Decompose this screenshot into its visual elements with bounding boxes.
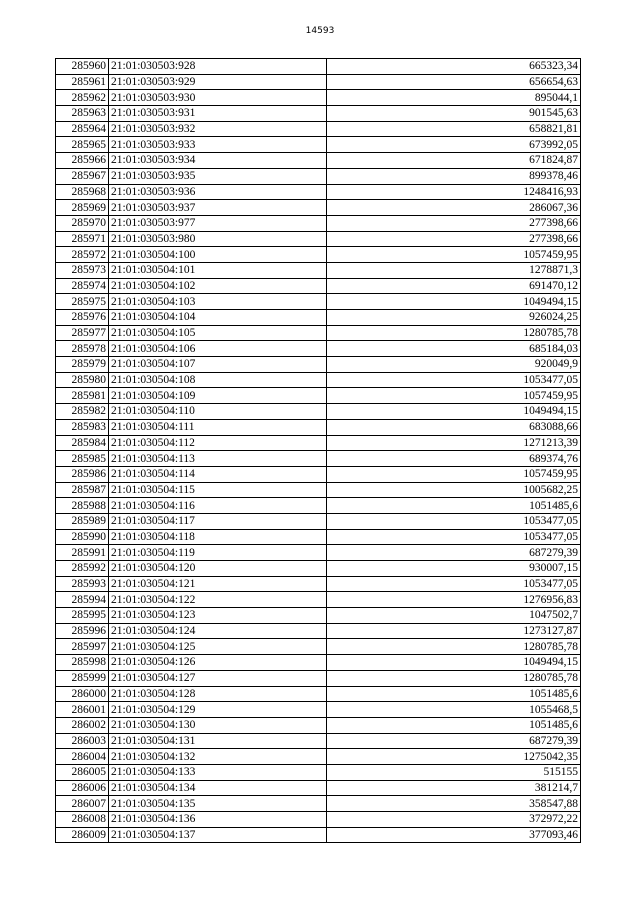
cadastral-number-cell: 21:01:030504:137 xyxy=(109,827,327,843)
cadastral-number-cell: 21:01:030504:104 xyxy=(109,310,327,326)
table-row xyxy=(56,357,581,373)
cadastral-value-cell: 1051485,6 xyxy=(327,498,581,514)
table-row xyxy=(56,717,581,733)
row-number-cell: 285995 xyxy=(56,608,109,624)
row-number-cell: 285990 xyxy=(56,529,109,545)
row-number-cell: 285976 xyxy=(56,310,109,326)
cadastral-value-cell: 671824,87 xyxy=(327,153,581,169)
cadastral-value-cell: 1273127,87 xyxy=(327,623,581,639)
cadastral-number-cell: 21:01:030504:136 xyxy=(109,812,327,828)
table-row xyxy=(56,247,581,263)
row-number-cell: 285984 xyxy=(56,435,109,451)
cadastral-value-cell: 1280785,78 xyxy=(327,670,581,686)
table-row xyxy=(56,341,581,357)
row-number-cell: 286008 xyxy=(56,812,109,828)
table-row xyxy=(56,686,581,702)
cadastral-number-cell: 21:01:030504:129 xyxy=(109,702,327,718)
row-number-cell: 285969 xyxy=(56,200,109,216)
cadastral-number-cell: 21:01:030504:107 xyxy=(109,357,327,373)
cadastral-number-cell: 21:01:030504:111 xyxy=(109,419,327,435)
cadastral-number-cell: 21:01:030504:103 xyxy=(109,294,327,310)
cadastral-number-cell: 21:01:030503:980 xyxy=(109,231,327,247)
row-number-cell: 285980 xyxy=(56,372,109,388)
cadastral-number-cell: 21:01:030504:116 xyxy=(109,498,327,514)
cadastral-number-cell: 21:01:030503:936 xyxy=(109,184,327,200)
table-row xyxy=(56,372,581,388)
cadastral-number-cell: 21:01:030504:133 xyxy=(109,764,327,780)
table-row xyxy=(56,294,581,310)
table-row xyxy=(56,121,581,137)
table-row xyxy=(56,168,581,184)
cadastral-value-cell: 1053477,05 xyxy=(327,576,581,592)
table-row xyxy=(56,561,581,577)
cadastral-number-cell: 21:01:030504:108 xyxy=(109,372,327,388)
cadastral-value-cell: 1280785,78 xyxy=(327,639,581,655)
cadastral-value-cell: 1053477,05 xyxy=(327,529,581,545)
row-number-cell: 285964 xyxy=(56,121,109,137)
row-number-cell: 285983 xyxy=(56,419,109,435)
table-row xyxy=(56,435,581,451)
cadastral-number-cell: 21:01:030504:131 xyxy=(109,733,327,749)
table-row xyxy=(56,262,581,278)
cadastral-number-cell: 21:01:030503:933 xyxy=(109,137,327,153)
cadastral-number-cell: 21:01:030504:121 xyxy=(109,576,327,592)
cadastral-number-cell: 21:01:030503:934 xyxy=(109,153,327,169)
table-row xyxy=(56,529,581,545)
cadastral-value-cell: 665323,34 xyxy=(327,59,581,75)
cadastral-value-cell: 1049494,15 xyxy=(327,294,581,310)
row-number-cell: 285970 xyxy=(56,215,109,231)
row-number-cell: 286006 xyxy=(56,780,109,796)
row-number-cell: 285992 xyxy=(56,561,109,577)
table-row xyxy=(56,639,581,655)
cadastral-number-cell: 21:01:030504:102 xyxy=(109,278,327,294)
cadastral-value-cell: 1055468,5 xyxy=(327,702,581,718)
cadastral-number-cell: 21:01:030503:977 xyxy=(109,215,327,231)
row-number-cell: 285971 xyxy=(56,231,109,247)
table-row xyxy=(56,796,581,812)
cadastral-value-cell: 895044,1 xyxy=(327,90,581,106)
table-row xyxy=(56,749,581,765)
table-row xyxy=(56,513,581,529)
cadastral-number-cell: 21:01:030504:105 xyxy=(109,325,327,341)
row-number-cell: 285975 xyxy=(56,294,109,310)
row-number-cell: 285993 xyxy=(56,576,109,592)
cadastral-number-cell: 21:01:030504:109 xyxy=(109,388,327,404)
table-row xyxy=(56,231,581,247)
row-number-cell: 285979 xyxy=(56,357,109,373)
table-row xyxy=(56,325,581,341)
cadastral-number-cell: 21:01:030504:100 xyxy=(109,247,327,263)
cadastral-value-cell: 930007,15 xyxy=(327,561,581,577)
row-number-cell: 285967 xyxy=(56,168,109,184)
table-row xyxy=(56,184,581,200)
cadastral-number-cell: 21:01:030504:110 xyxy=(109,404,327,420)
cadastral-number-cell: 21:01:030504:130 xyxy=(109,717,327,733)
table-row xyxy=(56,545,581,561)
row-number-cell: 285973 xyxy=(56,262,109,278)
cadastral-number-cell: 21:01:030504:125 xyxy=(109,639,327,655)
cadastral-value-cell: 901545,63 xyxy=(327,106,581,122)
cadastral-number-cell: 21:01:030504:132 xyxy=(109,749,327,765)
row-number-cell: 285963 xyxy=(56,106,109,122)
table-row xyxy=(56,764,581,780)
cadastral-number-cell: 21:01:030504:112 xyxy=(109,435,327,451)
table-row xyxy=(56,310,581,326)
cadastral-number-cell: 21:01:030504:113 xyxy=(109,451,327,467)
cadastral-number-cell: 21:01:030503:928 xyxy=(109,59,327,75)
table-row xyxy=(56,74,581,90)
cadastral-number-cell: 21:01:030503:937 xyxy=(109,200,327,216)
row-number-cell: 285965 xyxy=(56,137,109,153)
row-number-cell: 285997 xyxy=(56,639,109,655)
cadastral-value-cell: 1278871,3 xyxy=(327,262,581,278)
cadastral-value-cell: 358547,88 xyxy=(327,796,581,812)
table-row xyxy=(56,59,581,75)
row-number-cell: 285968 xyxy=(56,184,109,200)
cadastral-value-cell: 656654,63 xyxy=(327,74,581,90)
cadastral-value-cell: 1005682,25 xyxy=(327,482,581,498)
table-row xyxy=(56,733,581,749)
cadastral-value-cell: 1053477,05 xyxy=(327,372,581,388)
cadastral-value-cell: 920049,9 xyxy=(327,357,581,373)
row-number-cell: 285962 xyxy=(56,90,109,106)
cadastral-number-cell: 21:01:030504:128 xyxy=(109,686,327,702)
row-number-cell: 285996 xyxy=(56,623,109,639)
row-number-cell: 285974 xyxy=(56,278,109,294)
cadastral-value-cell: 277398,66 xyxy=(327,215,581,231)
row-number-cell: 286007 xyxy=(56,796,109,812)
cadastral-value-cell: 381214,7 xyxy=(327,780,581,796)
row-number-cell: 286002 xyxy=(56,717,109,733)
table-row xyxy=(56,623,581,639)
table-row xyxy=(56,106,581,122)
cadastral-value-cell: 1271213,39 xyxy=(327,435,581,451)
table-row xyxy=(56,137,581,153)
cadastral-value-cell: 277398,66 xyxy=(327,231,581,247)
row-number-cell: 285981 xyxy=(56,388,109,404)
table-row xyxy=(56,827,581,843)
row-number-cell: 286004 xyxy=(56,749,109,765)
cadastral-value-cell: 899378,46 xyxy=(327,168,581,184)
table-row xyxy=(56,388,581,404)
cadastral-value-cell: 683088,66 xyxy=(327,419,581,435)
table-row xyxy=(56,451,581,467)
cadastral-value-cell: 1049494,15 xyxy=(327,655,581,671)
table-row xyxy=(56,215,581,231)
page-number: 14593 xyxy=(305,26,335,36)
cadastral-number-cell: 21:01:030504:115 xyxy=(109,482,327,498)
cadastral-value-cell: 372972,22 xyxy=(327,812,581,828)
row-number-cell: 285989 xyxy=(56,513,109,529)
cadastral-value-cell: 377093,46 xyxy=(327,827,581,843)
cadastral-number-cell: 21:01:030504:120 xyxy=(109,561,327,577)
row-number-cell: 285999 xyxy=(56,670,109,686)
row-number-cell: 286001 xyxy=(56,702,109,718)
cadastral-value-cell: 1057459,95 xyxy=(327,466,581,482)
cadastral-value-cell: 673992,05 xyxy=(327,137,581,153)
cadastral-value-cell: 1057459,95 xyxy=(327,388,581,404)
cadastral-number-cell: 21:01:030504:118 xyxy=(109,529,327,545)
cadastral-number-cell: 21:01:030504:127 xyxy=(109,670,327,686)
cadastral-value-cell: 286067,36 xyxy=(327,200,581,216)
cadastral-value-cell: 1047502,7 xyxy=(327,608,581,624)
cadastral-value-cell: 1248416,93 xyxy=(327,184,581,200)
cadastral-value-cell: 1053477,05 xyxy=(327,513,581,529)
cadastral-number-cell: 21:01:030504:119 xyxy=(109,545,327,561)
cadastral-number-cell: 21:01:030504:124 xyxy=(109,623,327,639)
row-number-cell: 285985 xyxy=(56,451,109,467)
table-row xyxy=(56,655,581,671)
cadastral-number-cell: 21:01:030504:135 xyxy=(109,796,327,812)
row-number-cell: 285961 xyxy=(56,74,109,90)
table-row xyxy=(56,702,581,718)
row-number-cell: 285994 xyxy=(56,592,109,608)
table-row xyxy=(56,812,581,828)
cadastral-number-cell: 21:01:030504:134 xyxy=(109,780,327,796)
cadastral-value-cell: 685184,03 xyxy=(327,341,581,357)
cadastral-number-cell: 21:01:030503:935 xyxy=(109,168,327,184)
table-row xyxy=(56,498,581,514)
row-number-cell: 285987 xyxy=(56,482,109,498)
cadastral-value-cell: 1051485,6 xyxy=(327,686,581,702)
cadastral-number-cell: 21:01:030504:122 xyxy=(109,592,327,608)
table-row xyxy=(56,482,581,498)
cadastral-number-cell: 21:01:030503:929 xyxy=(109,74,327,90)
table-row xyxy=(56,466,581,482)
table-body xyxy=(56,59,581,843)
table-row xyxy=(56,200,581,216)
cadastral-number-cell: 21:01:030503:931 xyxy=(109,106,327,122)
cadastral-number-cell: 21:01:030503:932 xyxy=(109,121,327,137)
row-number-cell: 285978 xyxy=(56,341,109,357)
table-row xyxy=(56,404,581,420)
table-row xyxy=(56,592,581,608)
row-number-cell: 285986 xyxy=(56,466,109,482)
cadastral-value-cell: 1049494,15 xyxy=(327,404,581,420)
row-number-cell: 286000 xyxy=(56,686,109,702)
row-number-cell: 285972 xyxy=(56,247,109,263)
cadastral-value-cell: 1057459,95 xyxy=(327,247,581,263)
cadastral-value-cell: 687279,39 xyxy=(327,545,581,561)
table-row xyxy=(56,90,581,106)
cadastral-value-cell: 926024,25 xyxy=(327,310,581,326)
table-row xyxy=(56,608,581,624)
cadastral-value-cell: 1280785,78 xyxy=(327,325,581,341)
row-number-cell: 285982 xyxy=(56,404,109,420)
row-number-cell: 285966 xyxy=(56,153,109,169)
cadastral-value-cell: 691470,12 xyxy=(327,278,581,294)
cadastral-number-cell: 21:01:030504:123 xyxy=(109,608,327,624)
cadastral-value-cell: 1275042,35 xyxy=(327,749,581,765)
table-row xyxy=(56,419,581,435)
row-number-cell: 286003 xyxy=(56,733,109,749)
cadastral-number-cell: 21:01:030504:117 xyxy=(109,513,327,529)
cadastral-value-cell: 687279,39 xyxy=(327,733,581,749)
table-row xyxy=(56,670,581,686)
cadastral-number-cell: 21:01:030504:106 xyxy=(109,341,327,357)
table-row xyxy=(56,153,581,169)
cadastral-value-table xyxy=(55,58,581,843)
cadastral-value-cell: 658821,81 xyxy=(327,121,581,137)
row-number-cell: 285977 xyxy=(56,325,109,341)
cadastral-number-cell: 21:01:030504:126 xyxy=(109,655,327,671)
cadastral-number-cell: 21:01:030503:930 xyxy=(109,90,327,106)
table-row xyxy=(56,278,581,294)
table-row xyxy=(56,576,581,592)
row-number-cell: 285960 xyxy=(56,59,109,75)
row-number-cell: 285988 xyxy=(56,498,109,514)
table-row xyxy=(56,780,581,796)
cadastral-value-cell: 1051485,6 xyxy=(327,717,581,733)
cadastral-value-cell: 689374,76 xyxy=(327,451,581,467)
row-number-cell: 285998 xyxy=(56,655,109,671)
cadastral-value-cell: 1276956,83 xyxy=(327,592,581,608)
cadastral-number-cell: 21:01:030504:101 xyxy=(109,262,327,278)
row-number-cell: 286005 xyxy=(56,764,109,780)
cadastral-value-cell: 515155 xyxy=(327,764,581,780)
row-number-cell: 286009 xyxy=(56,827,109,843)
cadastral-number-cell: 21:01:030504:114 xyxy=(109,466,327,482)
row-number-cell: 285991 xyxy=(56,545,109,561)
